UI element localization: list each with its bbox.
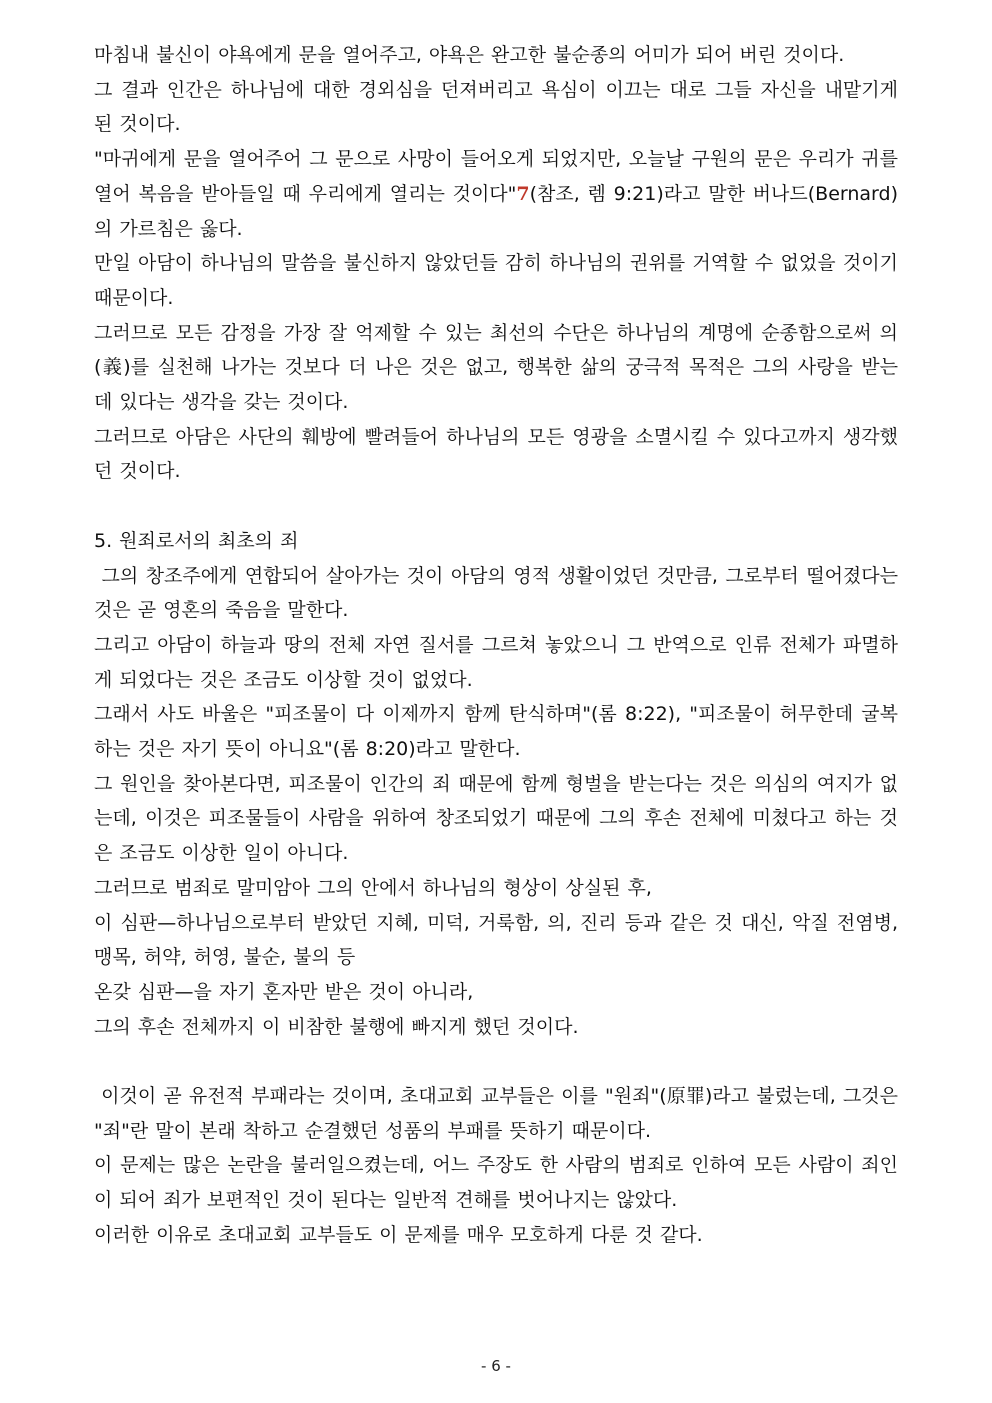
document-page: [94, 38, 906, 1253]
spacer: [94, 1044, 898, 1079]
final-paragraph-2: 이 문제는 많은 논란을 불러일으켰는데, 어느 주장도 한 사람의 범죄로 인하여 모든 사람이 죄인이 되어 죄가 보편적인 것이 된다는 일반적 견해를 벗어나지는 않았다.: [94, 1154, 898, 1212]
paragraph-2: 그 결과 인간은 하나님에 대한 경외심을 던져버리고 욕심이 이끄는 대로 그들 자신을 내맡기게 된 것이다.: [94, 78, 898, 136]
final-paragraph-3: 이러한 이유로 초대교회 교부들도 이 문제를 매우 모호하게 다룬 것 같다.: [94, 1223, 703, 1246]
paragraph-5: 그러므로 모든 감정을 가장 잘 억제할 수 있는 최선의 수단은 하나님의 계명에 순종함으로써 의(義)를 실천해 나가는 것보다 더 나은 것은 없고, 행복한 삶의 궁극적 목적은 그의 사랑을 받는 데 있다는 생각을 갖는 것이다.: [94, 321, 898, 414]
footnote-marker[interactable]: 7: [516, 182, 530, 205]
paragraph-1: 마침내 불신이 야욕에게 문을 열어주고, 야욕은 완고한 불순종의 어미가 되어 버린 것이다.: [94, 44, 845, 66]
quote-citation: (참조, 렘 9:21)라고 말한 버나드(Bernard)의 가르침은 옳다.: [94, 182, 898, 240]
section-paragraph-2: 그리고 아담이 하늘과 땅의 전체 자연 질서를 그르쳐 놓았으니 그 반역으로 인류 전체가 파멸하게 되었다는 것은 조금도 이상할 것이 없었다.: [94, 633, 898, 691]
section-paragraph-4: 그 원인을 찾아본다면, 피조물이 인간의 죄 때문에 함께 형벌을 받는다는 것은 의심의 여지가 없는데, 이것은 피조물들이 사람을 위하여 창조되었기 때문에 그의 후손 전체에 미쳤다고 하는 것은 조금도 이상한 일이 아니다.: [94, 772, 898, 865]
final-paragraph-1: 이것이 곧 유전적 부패라는 것이며, 초대교회 교부들은 이를 "원죄"(原罪)라고 불렀는데, 그것은 "죄"란 말이 본래 착하고 순결했던 성품의 부패를 뜻하기 때문이다.: [94, 1085, 906, 1142]
section-paragraph-7: 온갖 심판—을 자기 혼자만 받은 것이 아니라,: [94, 980, 474, 1003]
section-paragraph-6: 이 심판—하나님으로부터 받았던 지혜, 미덕, 거룩함, 의, 진리 등과 같은 것 대신, 악질 전염병, 맹목, 허약, 허영, 불순, 불의 등: [94, 911, 898, 969]
section-paragraph-1: 그의 창조주에게 연합되어 살아가는 것이 아담의 영적 생활이었던 것만큼, 그로부터 떨어졌다는 것은 곧 영혼의 죽음을 말한다.: [94, 564, 906, 622]
section-paragraph-3: 그래서 사도 바울은 "피조물이 다 이제까지 함께 탄식하며"(롬 8:22), "피조물이 허무한데 굴복하는 것은 자기 뜻이 아니요"(롬 8:20)라고 말한다.: [94, 703, 898, 761]
quote-text: "마귀에게 문을 열어주어 그 문으로 사망이 들어오게 되었지만, 오늘날 구원의 문은 우리가 귀를 열어 복음을 받아들일 때 우리에게 열리는 것이다": [94, 148, 898, 205]
page-number: - 6 -: [481, 1357, 511, 1375]
paragraph-6: 그러므로 아담은 사단의 훼방에 빨려들어 하나님의 모든 영광을 소멸시킬 수 있다고까지 생각했던 것이다.: [94, 425, 898, 483]
section-heading: 5. 원죄로서의 최초의 죄: [94, 529, 299, 552]
spacer: [94, 489, 898, 524]
paragraph-4: 만일 아담이 하나님의 말씀을 불신하지 않았던들 감히 하나님의 권위를 거역할 수 없었을 것이기 때문이다.: [94, 252, 898, 309]
paragraph-3: [94, 142, 898, 246]
section-paragraph-5: 그러므로 범죄로 말미암아 그의 안에서 하나님의 형상이 상실된 후,: [94, 876, 652, 899]
section-paragraph-8: 그의 후손 전체까지 이 비참한 불행에 빠지게 했던 것이다.: [94, 1015, 579, 1038]
